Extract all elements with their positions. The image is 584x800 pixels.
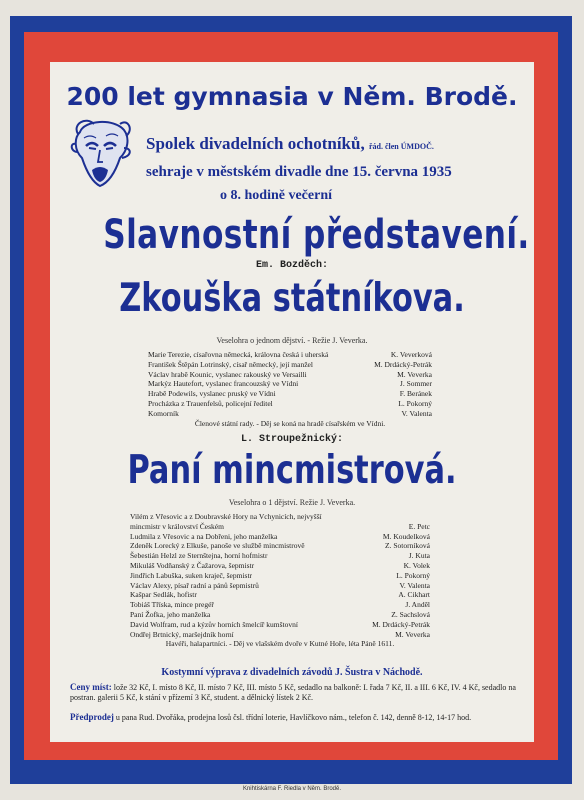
cast-actor: F. Beránek (399, 389, 432, 399)
play2-note: Havéři, halapartníci. - Děj ve vlašském dvoře v Kutné Hoře, léta Páně 1611. (165, 639, 395, 649)
cast-row (130, 620, 430, 630)
gala-heading: Slavnostní představení. (103, 212, 530, 258)
cast-actor: Z. Sachslová (391, 609, 430, 619)
cast-role: Václav Alexy, písař radní a pánů šepmistrů (130, 580, 259, 590)
cast-actor: M. Drdácký-Petrák (374, 359, 432, 369)
cast-actor: J. Anděl (405, 600, 430, 610)
performance-line: sehraje v městském divadle dne 15. června 1935 (146, 164, 452, 180)
cast-actor: M. Veverka (397, 369, 432, 379)
cast-row (130, 571, 430, 581)
page-title: 200 let gymnasia v Něm. Brodě. (66, 82, 518, 111)
cast-actor: A. Cikhart (398, 590, 430, 600)
troupe-member: řád. člen ÚMDOČ. (368, 142, 434, 151)
cast-row (130, 610, 430, 620)
cast-actor: K. Veverková (390, 350, 432, 359)
cast-actor: J. Sommer (399, 379, 432, 389)
cast-role: Václav hrabě Kounic, vyslanec rakouský ve Versailli (148, 369, 307, 379)
cast-actor: E. Petc (408, 521, 430, 531)
cast-row (148, 379, 432, 389)
cast-actor: L. Pokorný (398, 398, 432, 408)
cast-actor: V. Valenta (401, 408, 432, 418)
cast-role: Šebestián Helzl ze Sternštejna, horní hofmistr (130, 551, 268, 561)
cast-role: Zdeněk Lorecký z Elkuše, panoše ve službě mincmistrově (130, 541, 305, 551)
costumes-line: Kostymní výprava z divadelních závodů J. Šustra v Náchodě. (161, 667, 423, 678)
printer-imprint: Knihtiskárna F. Riedla v Něm. Brodě. (242, 786, 342, 792)
cast-role: Jindřich Labuška, suken kraječ, šepmistr (130, 570, 253, 580)
cast-role: Paní Žofka, jeho manželka (130, 609, 211, 619)
cast-row (148, 399, 432, 409)
cast-actor: V. Valenta (399, 580, 430, 590)
presale-line (70, 712, 530, 722)
troupe-line (146, 134, 434, 154)
cast-role: Markýz Hautefort, vyslanec francouzský ve Vídni (148, 379, 299, 389)
play1-genre: Veselohra o jednom dějství. - Režie J. Veverka. (216, 336, 368, 345)
play2-cast-list (130, 512, 430, 649)
theatre-mask-icon (70, 118, 132, 190)
cast-row (148, 370, 432, 380)
presale-text: u pana Rud. Dvořáka, prodejna losů čsl. třídní loterie, Havlíčkovo nám., telefon č. 142, denně 8-12, 14-17 hod. (115, 713, 472, 722)
cast-role: Ondřej Brtnický, maršejdník horní (130, 629, 234, 639)
cast-row (130, 532, 430, 542)
cast-role: David Wolfram, rud a kýzův horních šmelcíř kumštovní (130, 619, 298, 629)
cast-row (130, 630, 430, 640)
play1-author: Em. Bozděch: (255, 260, 328, 271)
cast-actor: M. Drdácký-Petrák (372, 619, 430, 629)
play2-genre: Veselohra o 1 dějství. Režie J. Veverka. (228, 498, 356, 507)
cast-row (148, 409, 432, 419)
cast-role: Marie Terezie, císařovna německá, královna česká i uherská (148, 350, 329, 359)
cast-row (130, 581, 430, 591)
cast-role: Hrabě Podewils, vyslanec pruský ve Vídni (148, 389, 276, 399)
cast-role: Komorník (148, 408, 179, 418)
cast-actor: Z. Sotorníková (385, 541, 430, 551)
cast-role: Ludmila z Vřesovic a na Dobřeni, jeho manželka (130, 531, 278, 541)
prices-block (70, 682, 520, 703)
play1-note: Členové státní rady. - Děj se koná na hradě císařském ve Vídni. (194, 418, 386, 428)
cast-role: Vilém z Vřesovic a z Doubravské Hory na Vchynicích, nejvyšší mincmistr v království Českém (130, 512, 322, 531)
cast-role: Mikuláš Vodňanský z Čažarova, šepmistr (130, 560, 255, 570)
play2-title: Paní mincmistrová. (127, 448, 457, 493)
prices-text: lože 32 Kč, I. místo 8 Kč, II. místo 7 Kč, III. místo 5 Kč, sedadlo na balkoně: I. řada 7 Kč, II. a III. 6 Kč, IV. 4 Kč, sedadlo na postran. galerii 5 Kč, k stání v přízemí 3 Kč, student. a dělnický lístek 2 Kč. (70, 683, 516, 702)
cast-row (130, 551, 430, 561)
hour-line: o 8. hodině večerní (220, 188, 332, 203)
play2-author: L. Stroupežnický: (240, 434, 344, 445)
cast-row (130, 541, 430, 551)
troupe-name: Spolek divadelních ochotníků, (146, 134, 365, 153)
cast-row (130, 590, 430, 600)
cast-actor: L. Pokorný (396, 570, 430, 580)
cast-actor: M. Veverka (395, 629, 430, 639)
cast-row (148, 360, 432, 370)
prices-label: Ceny míst: (70, 682, 112, 692)
play1-title: Zkouška státníkova. (119, 276, 465, 321)
presale-label: Předprodej (70, 712, 114, 722)
cast-row (130, 561, 430, 571)
cast-row (148, 389, 432, 399)
cast-row (130, 512, 430, 532)
cast-actor: K. Volek (403, 560, 430, 570)
cast-row (130, 600, 430, 610)
cast-actor: M. Koudelková (382, 531, 430, 541)
play1-cast-list (148, 350, 432, 428)
cast-role: Tobiáš Tříska, mince pregéř (130, 600, 214, 610)
cast-actor: J. Kuta (408, 551, 430, 561)
cast-role: Kašpar Sedlák, hofistr (130, 590, 197, 600)
cast-role: František Štěpán Lotrinský, císař německý, její manžel (148, 359, 313, 369)
cast-row (148, 350, 432, 360)
cast-role: Procházka z Trauenfelsů, policejní ředitel (148, 398, 273, 408)
